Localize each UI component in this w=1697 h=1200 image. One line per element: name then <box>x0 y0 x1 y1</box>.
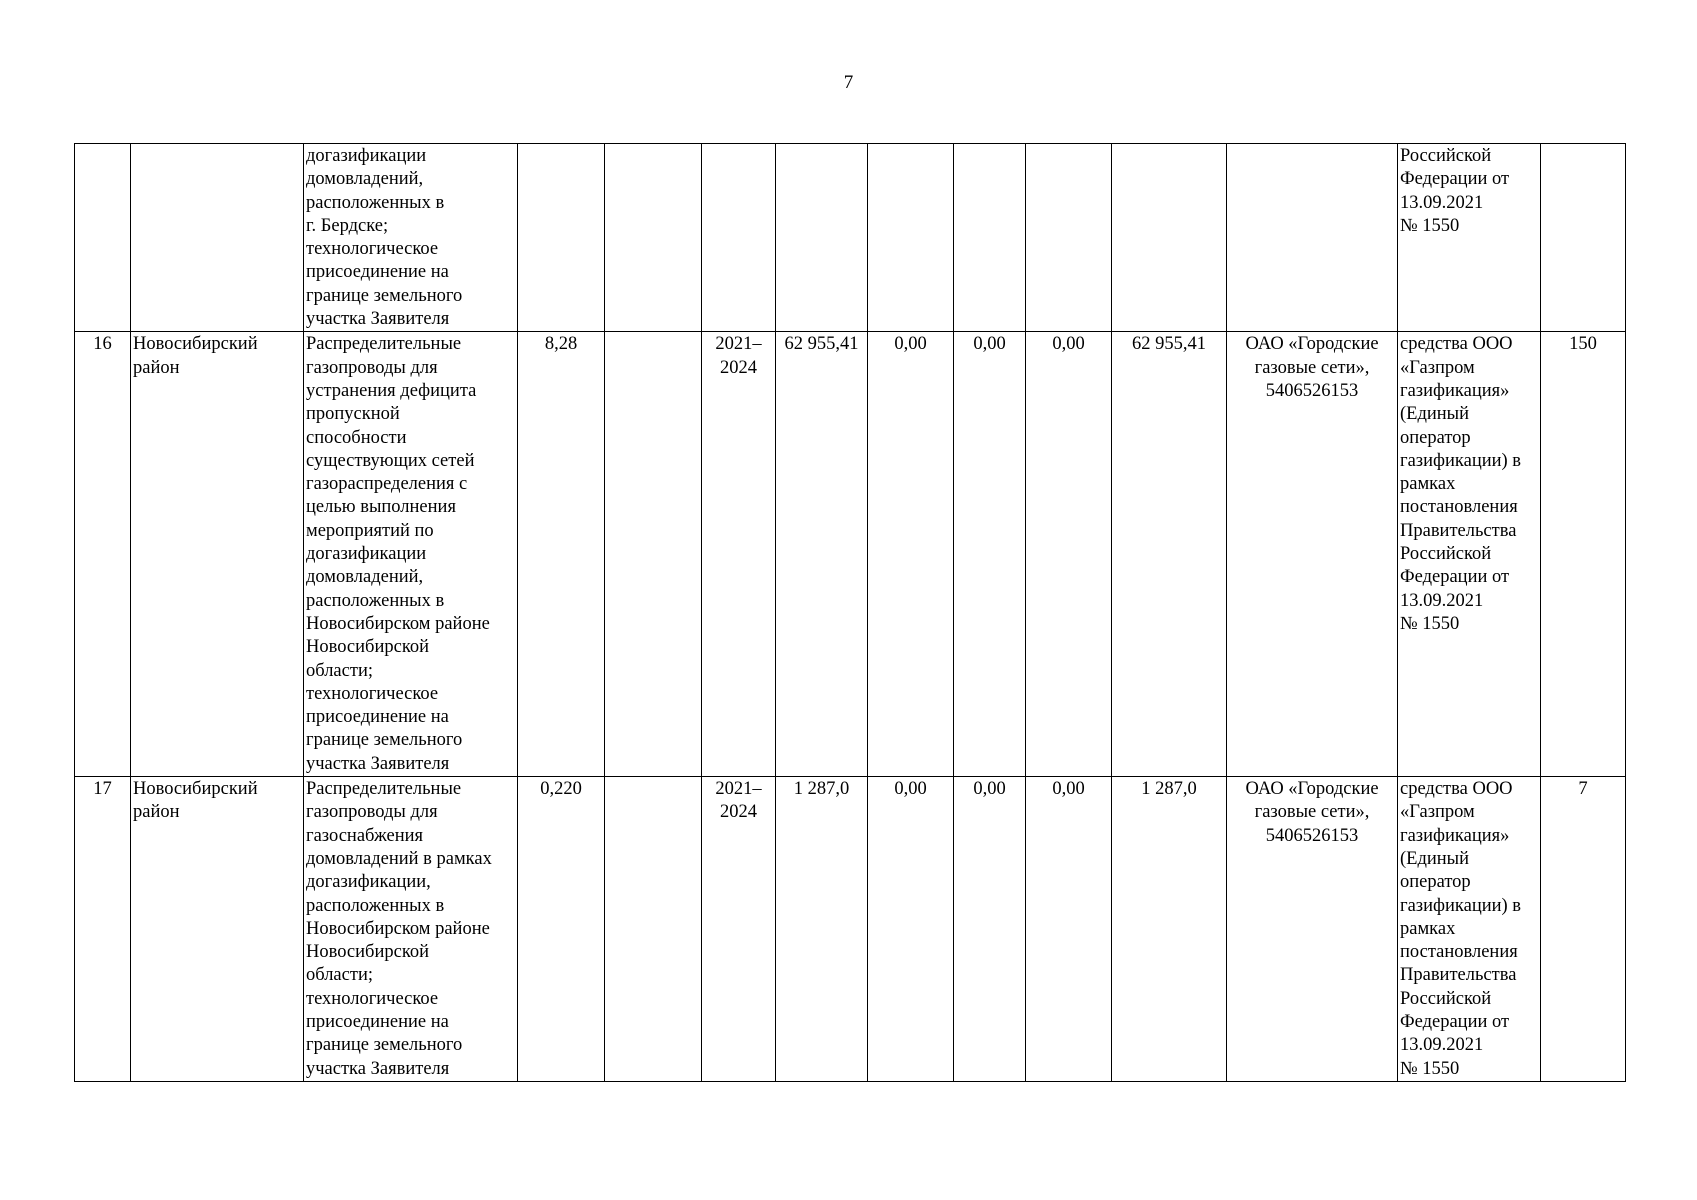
total-cost-cell <box>776 144 868 332</box>
funding-value-cell <box>1026 144 1112 332</box>
empty-cell <box>605 332 702 777</box>
funding-value-cell: 0,00 <box>954 332 1026 777</box>
period-cell: 2021– 2024 <box>702 332 776 777</box>
total-cost-cell: 62 955,41 <box>776 332 868 777</box>
district-cell <box>131 144 304 332</box>
length-cell <box>518 144 605 332</box>
description-cell: Распределительные газопроводы для газоснабжения домовладений в рамках догазификации, расположенных в Новосибирском районе Новосибирской области; технологическое присоединение на границе земельного участка Заявителя <box>304 777 518 1082</box>
count-cell: 150 <box>1541 332 1626 777</box>
funding-value-cell: 1 287,0 <box>1112 777 1227 1082</box>
empty-cell <box>605 144 702 332</box>
table-row <box>75 144 1626 332</box>
description-cell: догазификации домовладений, расположенных в г. Бердске; технологическое присоединение на границе земельного участка Заявителя <box>304 144 518 332</box>
funding-value-cell: 0,00 <box>868 777 954 1082</box>
count-cell: 7 <box>1541 777 1626 1082</box>
district-cell: Новосибирский район <box>131 332 304 777</box>
funding-source-cell: средства ООО «Газпром газификация» (Единый оператор газификации) в рамках постановления Правительства Российской Федерации от 13.09.2021 № 1550 <box>1398 332 1541 777</box>
total-cost-cell: 1 287,0 <box>776 777 868 1082</box>
funding-value-cell: 0,00 <box>1026 332 1112 777</box>
description-cell: Распределительные газопроводы для устранения дефицита пропускной способности существующих сетей газораспределения с целью выполнения мероприятий по догазификации домовладений, расположенных в Новосибирском районе Новосибирской области; технологическое присоединение на границе земельного участка Заявителя <box>304 332 518 777</box>
funding-source-cell: Российской Федерации от 13.09.2021 № 1550 <box>1398 144 1541 332</box>
period-cell: 2021– 2024 <box>702 777 776 1082</box>
funding-value-cell: 0,00 <box>1026 777 1112 1082</box>
funding-value-cell <box>1112 144 1227 332</box>
funding-source-cell: средства ООО «Газпром газификация» (Единый оператор газификации) в рамках постановления Правительства Российской Федерации от 13.09.2021 № 1550 <box>1398 777 1541 1082</box>
table-row <box>75 777 1626 1082</box>
row-number-cell: 16 <box>75 332 131 777</box>
organization-cell <box>1227 144 1398 332</box>
row-number-cell <box>75 144 131 332</box>
page-number: 7 <box>843 72 854 93</box>
investment-table <box>74 143 1626 1082</box>
length-cell: 8,28 <box>518 332 605 777</box>
count-cell <box>1541 144 1626 332</box>
length-cell: 0,220 <box>518 777 605 1082</box>
funding-value-cell: 0,00 <box>868 332 954 777</box>
table-row <box>75 332 1626 777</box>
organization-cell: ОАО «Городские газовые сети», 5406526153 <box>1227 332 1398 777</box>
empty-cell <box>605 777 702 1082</box>
period-cell <box>702 144 776 332</box>
funding-value-cell: 62 955,41 <box>1112 332 1227 777</box>
organization-cell: ОАО «Городские газовые сети», 5406526153 <box>1227 777 1398 1082</box>
district-cell: Новосибирский район <box>131 777 304 1082</box>
funding-value-cell <box>868 144 954 332</box>
funding-value-cell: 0,00 <box>954 777 1026 1082</box>
funding-value-cell <box>954 144 1026 332</box>
row-number-cell: 17 <box>75 777 131 1082</box>
